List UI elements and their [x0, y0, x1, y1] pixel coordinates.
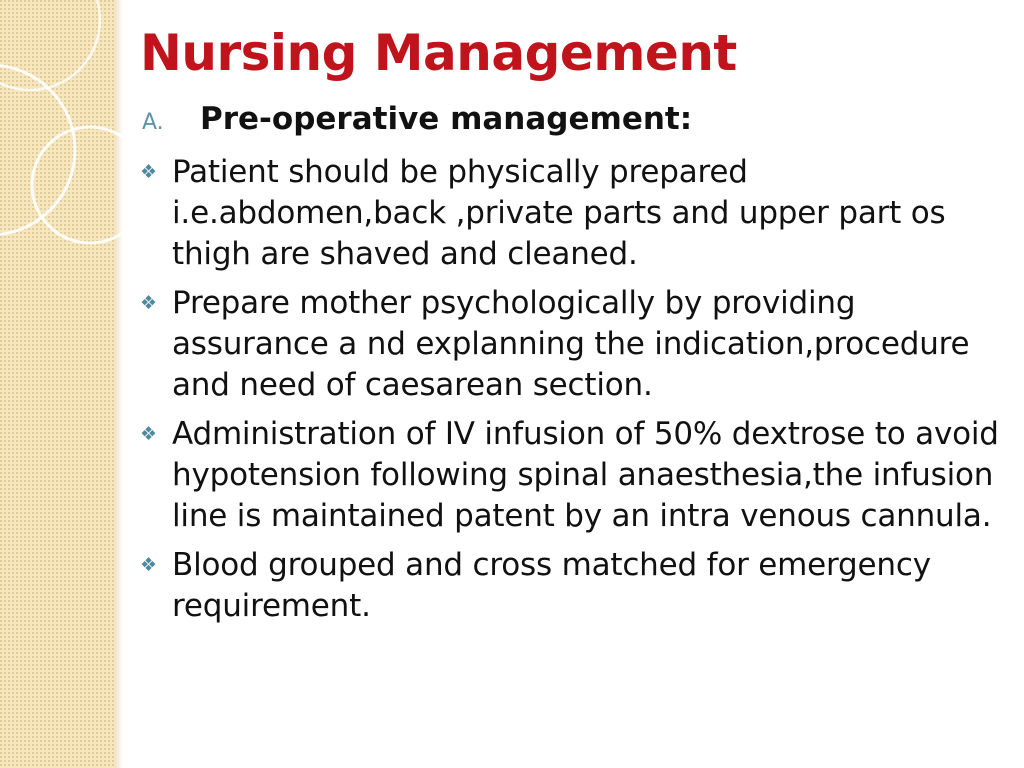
- diamond-outline-icon: ❖: [140, 161, 158, 183]
- diamond-outline-icon: ❖: [140, 423, 158, 445]
- slide-title: Nursing Management: [140, 24, 737, 82]
- ring-mid: [32, 127, 148, 243]
- slide-content: [140, 98, 1000, 635]
- diamond-outline-icon: ❖: [140, 554, 158, 576]
- bullet-item: [140, 152, 1000, 275]
- bullet-text: Prepare mother psychologically by providing assurance a nd explanning the indication,procedure and need of caesarean section.: [172, 285, 970, 403]
- bullet-item: [140, 545, 1000, 627]
- bullet-text: Administration of IV infusion of 50% dextrose to avoid hypotension following spinal anaesthesia,the infusion line is maintained patent by an intra venous cannula.: [172, 416, 999, 534]
- bullet-list: [140, 152, 1000, 627]
- ring-small: [0, 0, 100, 90]
- diamond-outline-icon: ❖: [140, 292, 158, 314]
- subheading-marker: A.: [142, 110, 164, 135]
- decorative-rings: [0, 0, 125, 300]
- bullet-item: [140, 283, 1000, 406]
- bullet-text: Blood grouped and cross matched for emergency requirement.: [172, 547, 931, 624]
- subheading-text: Pre-operative management:: [200, 101, 693, 137]
- bullet-text: Patient should be physically prepared i.e.abdomen,back ,private parts and upper part os thigh are shaved and cleaned.: [172, 154, 946, 272]
- bullet-item: [140, 414, 1000, 537]
- subheading: [140, 98, 1000, 144]
